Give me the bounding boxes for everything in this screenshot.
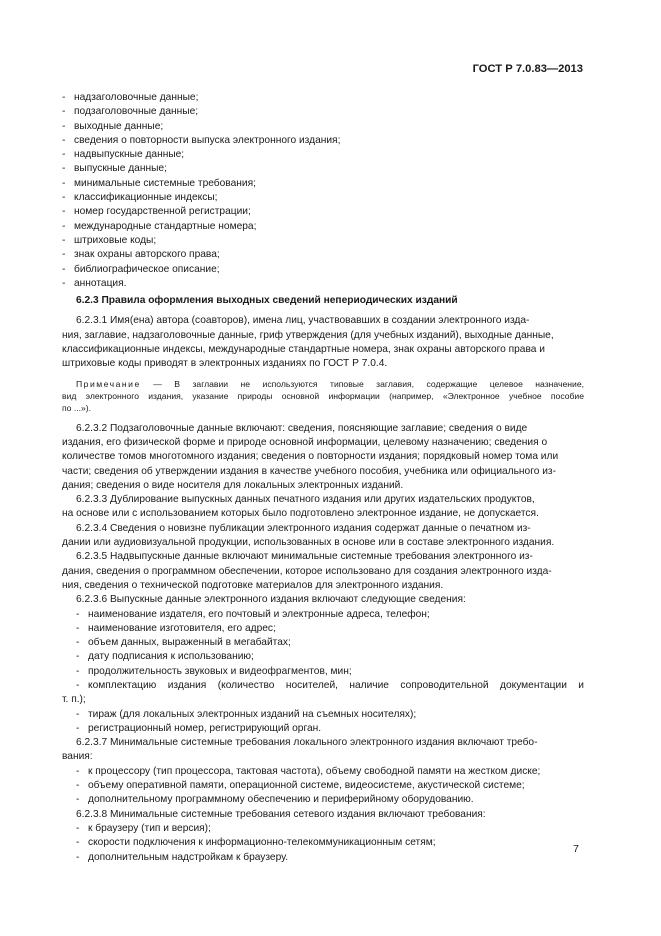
list-dash: - [76,622,80,634]
list-dash: - [76,794,80,806]
list-item: - дату подписания к использованию; [62,650,584,664]
list-dash: - [76,822,80,834]
list-dash: - [62,192,66,204]
list-dash: - [62,234,66,246]
section-heading: 6.2.3 Правила оформления выходных сведений непериодических изданий [76,295,458,307]
note-label: Примечание [76,378,141,389]
page-number: 7 [573,843,579,855]
list-dash: - [62,163,66,175]
list-item: - штриховые коды; [62,234,584,248]
list-dash: - [76,780,80,792]
list-item: - к браузеру (тип и версия); [62,822,584,836]
list-dash: - [62,120,66,132]
paragraph-6-2-3-2: 6.2.3.2 Подзаголовочные данные включают: сведения, поясняющие заглавие; сведения о виде издания, его физической форме и природе основной информации, целевому назначению; сведения о количестве томов многотомного издания; сведения о повторности издания; порядковый номер тома или части; сведения об утверждении издания в качестве учебного пособия, учебника или официального из- дания; сведения о виде носителя для локальных электронных изданий. [62,422,559,491]
list-dash: - [62,134,66,146]
list-item: - продолжительность звуковых и видеофрагментов, мин; [62,665,584,679]
list-item: - номер государственной регистрации; [62,205,584,219]
list-dash: - [76,765,80,777]
list-item: - подзаголовочные данные; [62,105,584,119]
list-dash: - [62,106,66,118]
list-dash: - [62,177,66,189]
list-item: - наименование изготовителя, его адрес; [62,622,584,636]
output-info-list [62,91,584,291]
paragraph-6-2-3-3: 6.2.3.3 Дублирование выпускных данных печатного издания или других издательских продуктов, на основе или с использованием которых было подготовлено электронное издание, не допускается. [62,494,539,520]
list-item: - дополнительному программному обеспечению и периферийному оборудованию. [62,793,584,807]
list-item: - сведения о повторности выпуска электронного издания; [62,134,584,148]
list-dash: - [76,608,80,620]
list-item: - знак охраны авторского права; [62,248,584,262]
list-dash: - [62,220,66,232]
list-dash: - [76,637,80,649]
list-dash: - [76,837,80,849]
paragraph-6-2-3-8: 6.2.3.8 Минимальные системные требования сетевого издания включают требования: [76,808,486,820]
network-requirements-list [62,822,584,865]
list-item: - комплектацию издания (количество носителей, наличие сопроводительной документации и [62,679,584,693]
list-item: - к процессору (тип процессора, тактовая частота), объему свободной памяти на жестком диске; [62,765,584,779]
list-dash: - [76,651,80,663]
list-item: - надзаголовочные данные; [62,91,584,105]
list-item: - выпускные данные; [62,162,584,176]
list-item: - тираж (для локальных электронных изданий на съемных носителях); [62,708,584,722]
list-dash: - [76,679,80,691]
paragraph-6-2-3-6: 6.2.3.6 Выпускные данные электронного издания включают следующие сведения: [76,594,466,606]
paragraph-6-2-3-4: 6.2.3.4 Сведения о новизне публикации электронного издания содержат данные о печатном из- дании или аудиовизуальной продукции, использованных в основе или в составе электронного издания. [62,522,555,549]
list-dash: - [76,708,80,720]
list-dash: - [62,277,66,289]
list-dash: - [76,851,80,863]
note: Примечание — В заглавии не используются типовые заглавия, содержащие целевое назначение, вид электронного издания, указание природы основной информации (например, «Электронное учебное пособие по ...»). [62,378,584,413]
list-item: - скорости подключения к информационно-телекоммуникационным сетям; [62,836,584,850]
list-item: - регистрационный номер, регистрирующий орган. [62,722,584,736]
page-content [62,91,584,865]
list-dash: - [76,665,80,677]
list-dash: - [62,249,66,261]
paragraph-6-2-3-1: 6.2.3.1 Имя(ена) автора (соавторов), имена лиц, участвовавших в создании электронного изда- ния, заглавие, надзаголовочные данные, гриф утверждения (для учебных изданий), выходные данные, классификационные индексы, международные стандартные номера, знак охраны авторского права и штриховые коды приводят в электронных изданиях по ГОСТ Р 7.0.4. [62,315,554,370]
list-item: - международные стандартные номера; [62,220,584,234]
list-item: - дополнительным надстройкам к браузеру. [62,851,584,865]
output-data-list [62,608,584,737]
list-dash: - [76,722,80,734]
list-item: - наименование издателя, его почтовый и электронные адреса, телефон; [62,608,584,622]
paragraph-6-2-3-5: 6.2.3.5 Надвыпускные данные включают минимальные системные требования электронного из- дания, сведения о программном обеспечении, которое использовано для создания электронного изда- ния, сведения о технической подготовке материалов для электронного издания. [62,551,552,591]
list-dash: - [62,206,66,218]
local-requirements-list [62,765,584,808]
list-dash: - [62,263,66,275]
list-item: - аннотация. [62,277,584,291]
list-item: - выходные данные; [62,120,584,134]
list-item: - классификационные индексы; [62,191,584,205]
list-dash: - [62,149,66,161]
list-item: - минимальные системные требования; [62,177,584,191]
standard-header: ГОСТ Р 7.0.83—2013 [472,63,583,75]
list-item: - надвыпускные данные; [62,148,584,162]
paragraph-6-2-3-7: 6.2.3.7 Минимальные системные требования локального электронного издания включают требо- вания: [62,737,538,763]
list-item: - объему оперативной памяти, операционной системе, видеосистеме, акустической системе; [62,779,584,793]
list-dash: - [62,92,66,103]
list-item: - библиографическое описание; [62,263,584,277]
list-item-continuation: т. п.); [62,694,86,706]
list-item: - объем данных, выраженный в мегабайтах; [62,636,584,650]
